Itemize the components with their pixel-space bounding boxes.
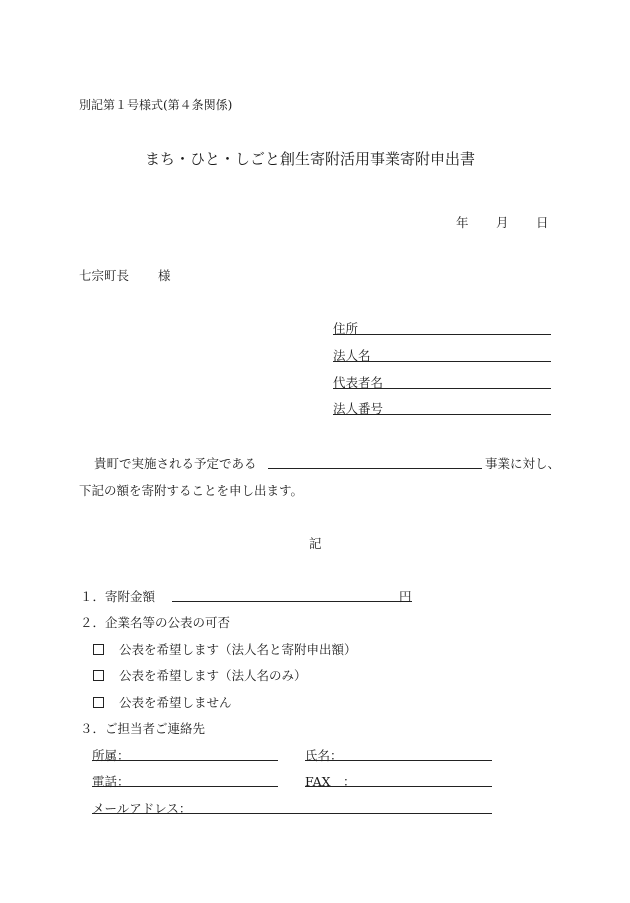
- applicant-representative-label: 代表者名: [333, 375, 384, 390]
- checkbox-icon[interactable]: [93, 697, 104, 708]
- applicant-corp-name-field[interactable]: [333, 361, 551, 362]
- applicant-corp-number-field[interactable]: [333, 414, 551, 415]
- project-name-field[interactable]: [268, 468, 482, 469]
- contact-fax-field[interactable]: [305, 786, 492, 787]
- applicant-representative-field[interactable]: [333, 388, 551, 389]
- contact-phone-field[interactable]: [92, 786, 278, 787]
- contact-affiliation-label: 所属：: [92, 748, 130, 763]
- form-number-label: 別記第１号様式(第４条関係): [79, 98, 233, 112]
- checkbox-icon[interactable]: [93, 644, 104, 655]
- document-title: まち・ひと・しごと創生寄附活用事業寄附申出書: [145, 150, 476, 168]
- publish-option-1-label: 公表を希望します（法人名と寄附申出額）: [118, 642, 357, 657]
- donation-amount-field[interactable]: [172, 601, 412, 602]
- item1-unit: 円: [399, 589, 412, 604]
- item3-label: ３．ご担当者ご連絡先: [80, 721, 206, 736]
- body-text-suffix: 事業に対し、: [485, 456, 561, 471]
- ki-heading: 記: [309, 536, 322, 551]
- publish-option-2[interactable]: [93, 666, 307, 684]
- contact-name-field[interactable]: [305, 760, 492, 761]
- checkbox-icon[interactable]: [93, 670, 104, 681]
- addressee-name: 七宗町長: [79, 268, 130, 283]
- date-year-label: 年: [456, 215, 469, 230]
- publish-option-2-label: 公表を希望します（法人名のみ）: [118, 668, 307, 683]
- body-text-prefix: 貴町で実施される予定である: [94, 456, 257, 471]
- date-month-label: 月: [496, 215, 509, 230]
- applicant-corp-name-label: 法人名: [333, 348, 371, 363]
- applicant-corp-number-label: 法人番号: [333, 401, 384, 416]
- publish-option-3-label: 公表を希望しません: [118, 695, 232, 710]
- item1-label: １．寄附金額: [80, 589, 156, 604]
- date-day-label: 日: [536, 215, 549, 230]
- item2-label: ２．企業名等の公表の可否: [80, 615, 231, 630]
- contact-email-field[interactable]: [92, 813, 492, 814]
- contact-phone-label: 電話：: [92, 774, 130, 789]
- contact-affiliation-field[interactable]: [92, 760, 278, 761]
- body-text-line2: 下記の額を寄附することを申し出ます。: [79, 483, 304, 498]
- publish-option-3[interactable]: [93, 693, 232, 711]
- applicant-address-label: 住所: [333, 321, 359, 336]
- publish-option-1[interactable]: [93, 640, 357, 658]
- contact-fax-label: FAX ：: [305, 774, 356, 789]
- contact-name-label: 氏名：: [305, 748, 343, 763]
- contact-email-label: メールアドレス：: [92, 801, 192, 816]
- addressee-honorific: 様: [158, 268, 171, 283]
- applicant-address-field[interactable]: [333, 334, 551, 335]
